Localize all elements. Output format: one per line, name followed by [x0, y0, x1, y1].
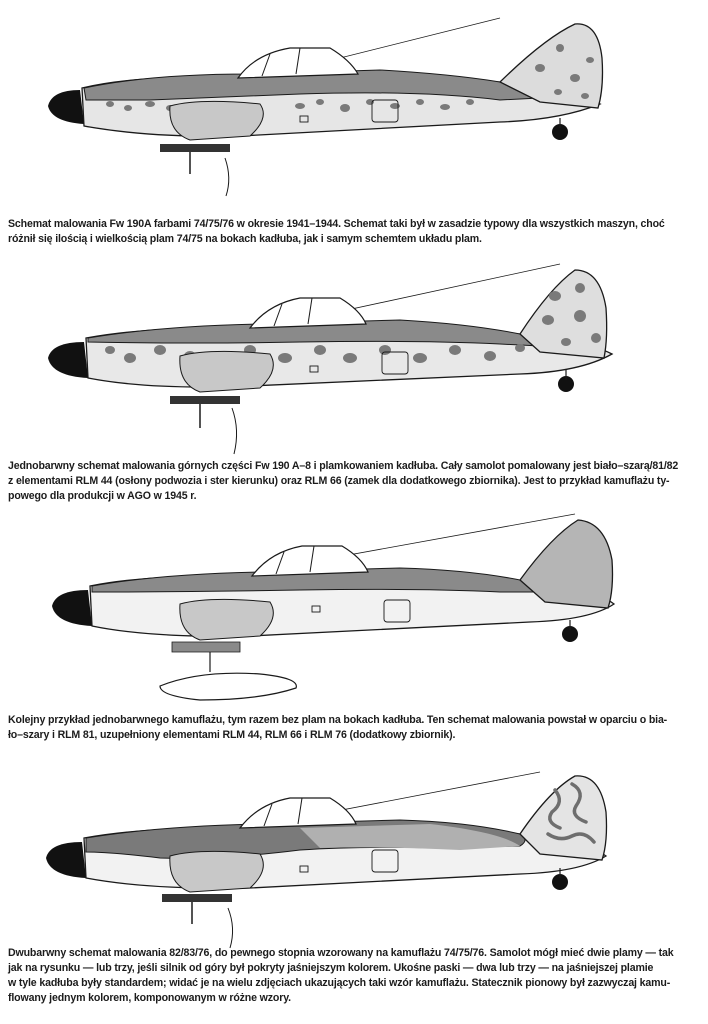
- caption-3-line: ło–szary i RLM 81, uzupełniony elementami RLM 44, RLM 66 i RLM 76 (dodatkowy zbiornik).: [8, 729, 456, 741]
- caption-4-line: jak na rysunku — lub trzy, jeśli silnik od góry był pokryty jaśniejszym kolorem. Ukośne paski — dwa lub trzy — na jaśniejszej plamie: [8, 962, 654, 974]
- caption-1: [8, 217, 698, 247]
- caption-2-line: powego dla produkcji w AGO w 1945 r.: [8, 490, 197, 502]
- caption-1-line: różnił się ilością i wielkością plam 74/75 na bokach kadłuba, jak i samym schemtem układu plam.: [8, 233, 482, 245]
- caption-2-line: z elementami RLM 44 (osłony podwozia i ster kierunku) oraz RLM 66 (zamek dla dodatkowego zbiornika). Jest to przykład kamuflażu ty-: [8, 475, 670, 487]
- aircraft-profile-3: [0, 510, 708, 710]
- aircraft-profile-1: [0, 8, 708, 198]
- caption-4-line: Dwubarwny schemat malowania 82/83/76, do pewnego stopnia wzorowany na kamuflażu 74/75/76. Samolot mógł mieć dwie plamy — tak: [8, 947, 674, 959]
- caption-4-line: w tyle kadłuba były standardem; widać je na wielu zdjęciach ukazujących taki wzór kamuflażu. Statecznik pionowy był zazwyczaj kamu-: [8, 977, 671, 989]
- caption-3: [8, 713, 698, 743]
- aircraft-profile-2: [0, 258, 708, 458]
- caption-4: [8, 946, 698, 1006]
- caption-1-line: Schemat malowania Fw 190A farbami 74/75/76 w okresie 1941–1944. Schemat taki był w zasadzie typowy dla wszystkich maszyn, choć: [8, 218, 665, 230]
- caption-2-line: Jednobarwny schemat malowania górnych części Fw 190 A–8 i plamkowaniem kadłuba. Cały samolot pomalowany jest biało–szarą/81/82: [8, 460, 679, 472]
- aircraft-profile-4: [0, 762, 708, 952]
- caption-3-line: Kolejny przykład jednobarwnego kamuflażu, tym razem bez plam na bokach kadłuba. Ten schemat malowania powstał w oparciu o bia-: [8, 714, 668, 726]
- caption-2: [8, 459, 698, 504]
- caption-4-line: flowany jednym kolorem, komponowanym w różne wzory.: [8, 992, 291, 1004]
